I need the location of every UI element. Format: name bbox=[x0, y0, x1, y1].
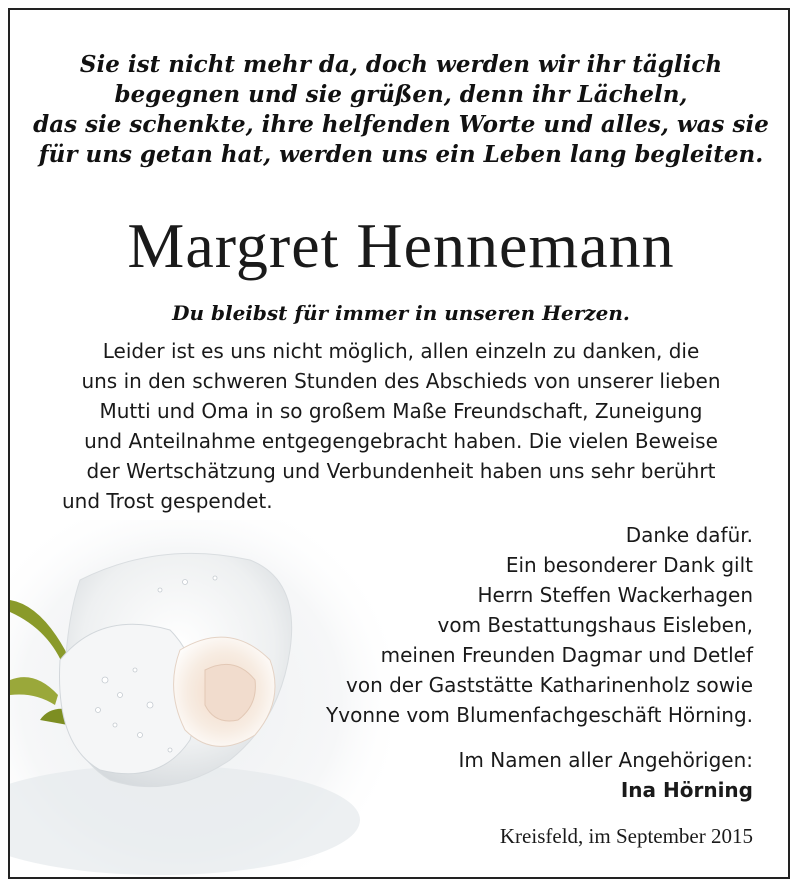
thank-you-text bbox=[10, 336, 790, 516]
place-and-date: Kreisfeld, im September 2015 bbox=[499, 824, 753, 848]
thanks-line: Yvonne vom Blumenfachgeschäft Hörning. bbox=[326, 703, 753, 727]
body-line: und Trost gespendet. bbox=[62, 489, 273, 513]
poem-line: begegnen und sie grüßen, denn ihr Lächeln, bbox=[114, 81, 688, 108]
body-line: der Wertschätzung und Verbundenheit haben uns sehr berührt bbox=[86, 459, 716, 483]
deceased-name: Margret Hennemann bbox=[127, 210, 675, 281]
poem-line: das sie schenkte, ihre helfenden Worte und alles, was sie bbox=[33, 111, 769, 138]
body-line: Mutti und Oma in so großem Maße Freundschaft, Zuneigung bbox=[99, 399, 703, 423]
thanks-line: Herrn Steffen Wackerhagen bbox=[477, 583, 753, 607]
thanks-line: meinen Freunden Dagmar und Detlef bbox=[380, 643, 753, 667]
obituary-frame bbox=[8, 8, 790, 879]
body-line: und Anteilnahme entgegengebracht haben. Die vielen Beweise bbox=[84, 429, 718, 453]
special-thanks bbox=[326, 520, 753, 730]
thanks-line: vom Bestattungshaus Eisleben, bbox=[437, 613, 753, 637]
poem-line: für uns getan hat, werden uns ein Leben lang begleiten. bbox=[38, 141, 764, 168]
body-line: Leider ist es uns nicht möglich, allen einzeln zu danken, die bbox=[102, 339, 700, 363]
signature-intro: Im Namen aller Angehörigen: bbox=[458, 748, 753, 772]
thanks-line: von der Gaststätte Katharinenholz sowie bbox=[346, 673, 753, 697]
poem-line: Sie ist nicht mehr da, doch werden wir ihr täglich bbox=[79, 51, 723, 78]
signature-block bbox=[459, 745, 754, 805]
memorial-poem bbox=[10, 50, 790, 170]
thanks-line: Ein besonderer Dank gilt bbox=[505, 553, 753, 577]
thanks-line: Danke dafür. bbox=[625, 523, 753, 547]
memorial-subtitle: Du bleibst für immer in unseren Herzen. bbox=[172, 301, 630, 325]
body-line: uns in den schweren Stunden des Abschieds von unserer lieben bbox=[81, 369, 721, 393]
signature-name: Ina Hörning bbox=[620, 778, 753, 802]
